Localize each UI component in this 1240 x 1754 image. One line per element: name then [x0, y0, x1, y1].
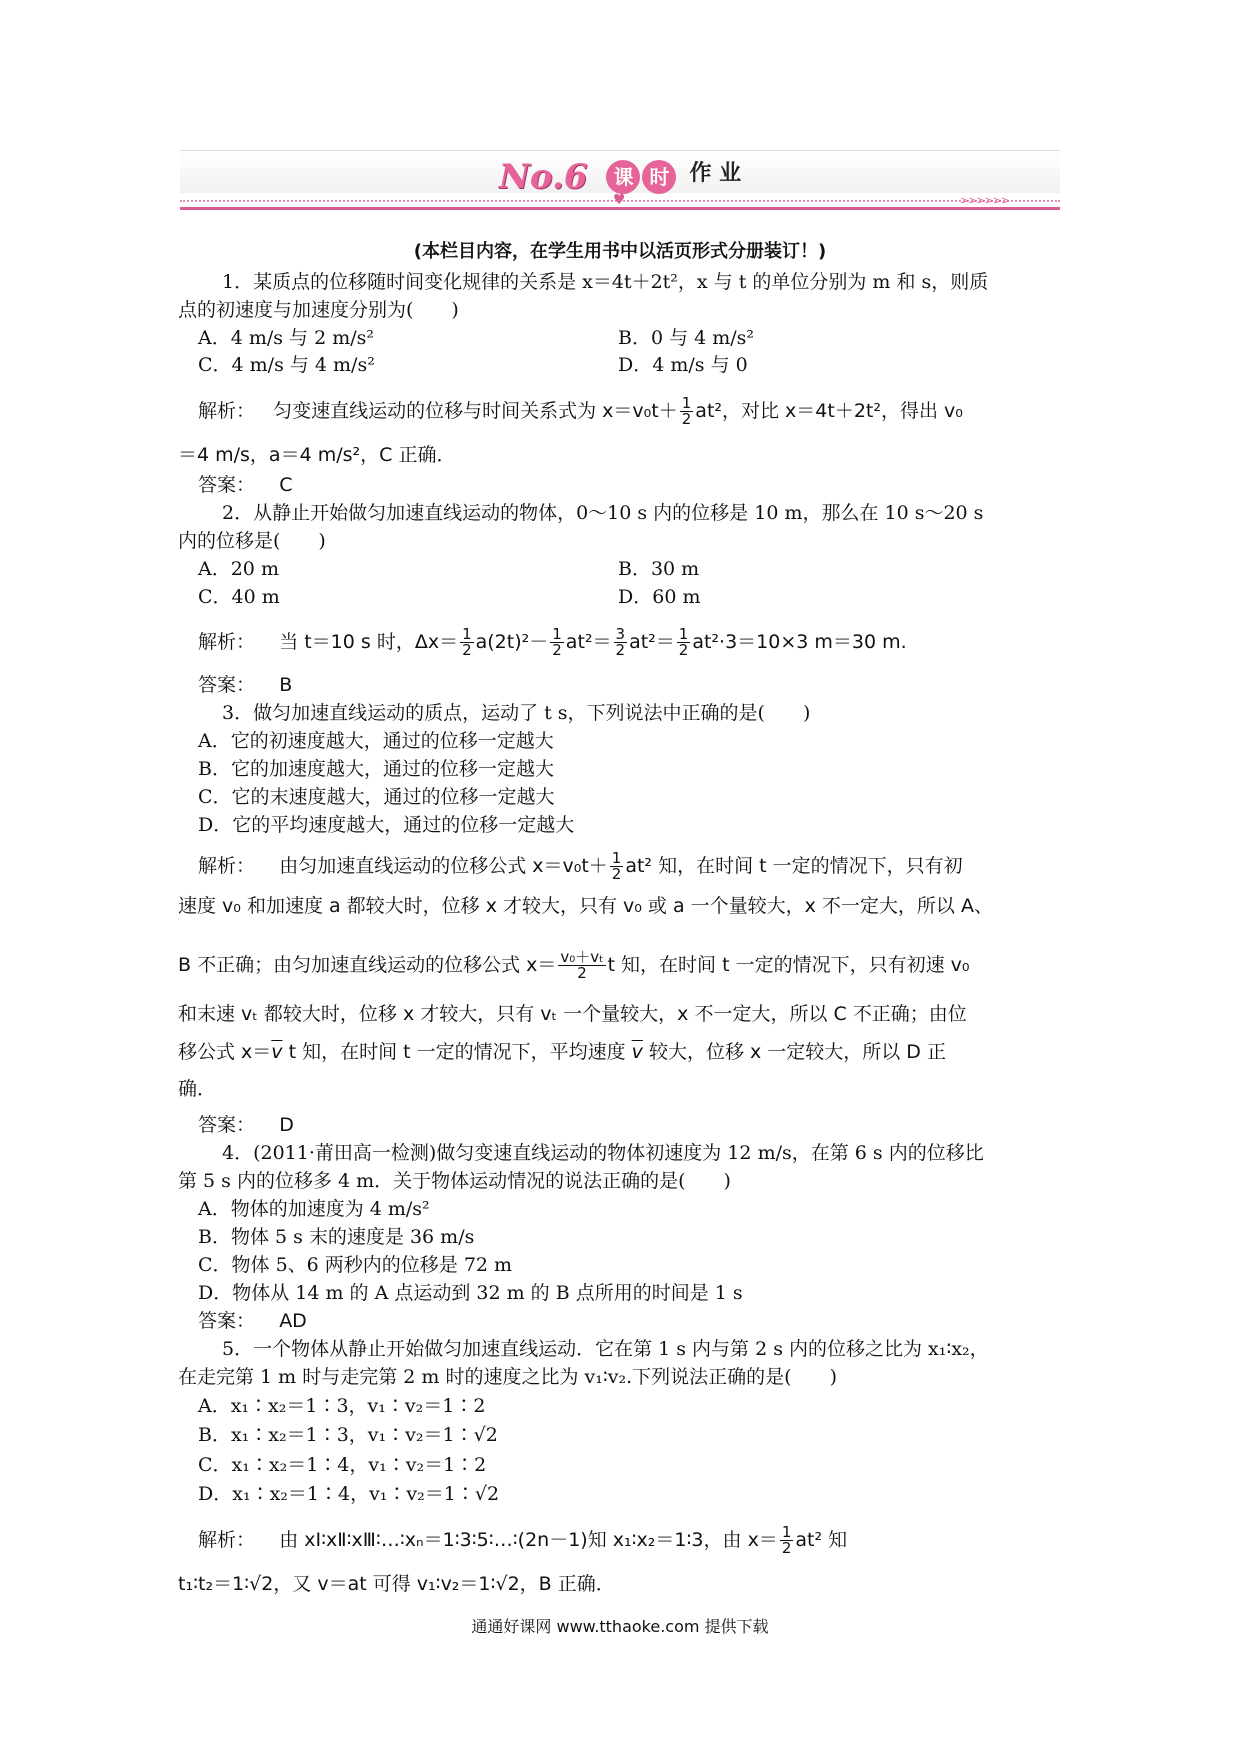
q4-option-d: D．物体从 14 m 的 A 点运动到 32 m 的 B 点所用的时间是 1 s: [198, 1282, 743, 1304]
q3-analysis-line5: [178, 1039, 946, 1065]
q3-analysis-5b: t 知，在时间 t 一定的情况下，平均速度: [282, 1041, 632, 1063]
q2-option-c: C．40 m: [198, 586, 280, 608]
q4-option-b: B．物体 5 s 末的速度是 36 m/s: [198, 1226, 475, 1248]
q5-option-b: B．x₁∶x₂＝1∶3，v₁∶v₂＝1∶√2: [198, 1424, 498, 1446]
q4-option-a: A．物体的加速度为 4 m/s²: [198, 1198, 430, 1220]
q5-analysis-line1: [198, 1525, 847, 1556]
fraction-numerator: 1: [552, 625, 562, 643]
q5-analysis-1b: at² 知: [795, 1529, 848, 1551]
q2-analysis-e: at²·3＝10×3 m＝30 m.: [692, 631, 907, 653]
q1-answer-value: C: [279, 474, 293, 496]
shi-badge: 时: [642, 160, 676, 194]
q3-analysis-3a: B 不正确；由匀加速直线运动的位移公式 x＝: [178, 954, 557, 976]
fraction-denominator: 2: [681, 410, 692, 428]
q2-option-b: B．30 m: [618, 558, 700, 580]
q3-option-a: A．它的初速度越大，通过的位移一定越大: [198, 730, 554, 752]
q1-analysis-label: 解析：: [198, 400, 256, 422]
q2-analysis-c: at²＝: [565, 631, 612, 653]
q5-option-d: D．x₁∶x₂＝1∶4，v₁∶v₂＝1∶√2: [198, 1483, 500, 1505]
q3-analysis-5a: 移公式 x＝: [178, 1041, 272, 1063]
q1-option-a: A．4 m/s 与 2 m/s²: [198, 327, 375, 349]
fraction-denominator: 2: [552, 641, 562, 659]
ke-badge: 课: [606, 160, 640, 194]
fraction-numerator: 1: [681, 394, 692, 412]
mean-velocity-symbol: $\overline{v}$: [631, 1041, 643, 1063]
q4-answer-value: AD: [279, 1310, 307, 1332]
q1-option-b: B．0 与 4 m/s²: [618, 327, 755, 349]
q3-analysis-line2: 速度 v₀ 和加速度 a 都较大时，位移 x 才较大，只有 v₀ 或 a 一个量较大，x 不一定大，所以 A、: [178, 895, 993, 917]
q3-answer-label: 答案：: [198, 1114, 256, 1136]
q1-option-c: C．4 m/s 与 4 m/s²: [198, 354, 375, 376]
q1-stem-line1: 1．某质点的位移随时间变化规律的关系是 x＝4t＋2t²，x 与 t 的单位分别为 m 和 s，则质: [222, 271, 989, 293]
q3-analysis-1a: 由匀加速直线运动的位移公式 x＝v₀t＋: [279, 855, 608, 877]
fraction-three-halves: [614, 627, 628, 658]
fraction-half: [460, 627, 474, 658]
q1-answer-label: 答案：: [198, 474, 256, 496]
q3-analysis-5c: 较大，位移 x 一定较大，所以 D 正: [642, 1041, 946, 1063]
fraction-half: [550, 627, 564, 658]
q1-analysis-text-a: 匀变速直线运动的位移与时间关系式为 x＝v₀t＋: [273, 400, 678, 422]
page-footer: 通通好课网 www.tthaoke.com 提供下载: [471, 1617, 769, 1636]
fraction-denominator: 2: [678, 641, 689, 659]
fraction-mean-velocity: [558, 950, 605, 981]
q3-analysis-label: 解析：: [198, 855, 256, 877]
q5-option-a: A．x₁∶x₂＝1∶3，v₁∶v₂＝1∶2: [198, 1395, 486, 1417]
q5-stem-line2: 在走完第 1 m 时与走完第 2 m 时的速度之比为 v₁∶v₂.下列说法正确的是( ): [178, 1366, 837, 1388]
lesson-number: No.6: [498, 157, 588, 197]
lesson-banner: [180, 150, 1060, 212]
fraction-half: [610, 851, 624, 882]
fraction-denominator: 2: [615, 641, 626, 659]
q1-answer: [198, 472, 292, 498]
q3-option-d: D．它的平均速度越大，通过的位移一定越大: [198, 814, 575, 836]
q3-analysis-1b: at² 知，在时间 t 一定的情况下，只有初: [625, 855, 963, 877]
q2-analysis: [198, 627, 907, 658]
q5-analysis-label: 解析：: [198, 1529, 256, 1551]
q3-analysis-line3: [178, 950, 969, 981]
q5-analysis-1a: 由 xⅠ∶xⅡ∶xⅢ∶…∶xₙ＝1∶3∶5∶…∶(2n－1)知 x₁∶x₂＝1∶3，由 x＝: [279, 1529, 778, 1551]
fraction-numerator: v₀＋vₜ: [560, 948, 604, 966]
q4-stem-line1: 4．(2011·莆田高一检测)做匀变速直线运动的物体初速度为 12 m/s，在第 6 s 内的位移比: [222, 1142, 984, 1164]
q4-answer: [198, 1308, 307, 1334]
q2-option-a: A．20 m: [198, 558, 279, 580]
fraction-numerator: 1: [678, 625, 689, 643]
fraction-denominator: 2: [611, 865, 622, 883]
banner-title: [180, 156, 1060, 197]
fraction-half: [680, 396, 694, 427]
heart-icon: ♥: [613, 192, 626, 208]
fraction-numerator: 1: [462, 625, 472, 643]
q2-answer-label: 答案：: [198, 674, 256, 696]
fraction-half: [780, 1525, 794, 1556]
q1-analysis-line2: ＝4 m/s，a＝4 m/s²，C 正确．: [178, 444, 456, 466]
q3-option-c: C．它的末速度越大，通过的位移一定越大: [198, 786, 555, 808]
fraction-denominator: 2: [577, 964, 587, 982]
arrows-icon: >>>>>>: [960, 194, 1010, 207]
q2-option-d: D．60 m: [618, 586, 701, 608]
q4-option-c: C．物体 5、6 两秒内的位移是 72 m: [198, 1254, 513, 1276]
q2-answer: [198, 672, 292, 698]
q1-option-d: D．4 m/s 与 0: [618, 354, 748, 376]
q3-option-b: B．它的加速度越大，通过的位移一定越大: [198, 758, 554, 780]
q3-answer: [198, 1112, 294, 1138]
q1-stem-line2: 点的初速度与加速度分别为( ): [178, 299, 459, 321]
zuoye-label: 作 业: [689, 161, 742, 186]
q2-analysis-label: 解析：: [198, 631, 256, 653]
mean-velocity-symbol: $\overline{v}$: [271, 1041, 283, 1063]
q2-analysis-a: 当 t＝10 s 时，Δx＝: [279, 631, 459, 653]
binding-note: (本栏目内容，在学生用书中以活页形式分册装订！): [413, 241, 827, 262]
fraction-numerator: 1: [611, 849, 622, 867]
q3-analysis-line1: [198, 851, 963, 882]
q4-answer-label: 答案：: [198, 1310, 256, 1332]
q2-stem-line2: 内的位移是( ): [178, 530, 326, 552]
q4-stem-line2: 第 5 s 内的位移多 4 m．关于物体运动情况的说法正确的是( ): [178, 1170, 731, 1192]
q2-answer-value: B: [279, 674, 293, 696]
q2-stem-line1: 2．从静止开始做匀加速直线运动的物体，0～10 s 内的位移是 10 m，那么在 10 s～20 s: [222, 502, 984, 524]
q3-analysis-line4: 和末速 vₜ 都较大时，位移 x 才较大，只有 vₜ 一个量较大，x 不一定大，所以 C 不正确；由位: [178, 1003, 967, 1025]
fraction-numerator: 3: [615, 625, 626, 643]
q5-stem-line1: 5．一个物体从静止开始做匀加速直线运动．它在第 1 s 内与第 2 s 内的位移之比为 x₁∶x₂，: [222, 1338, 989, 1360]
fraction-numerator: 1: [781, 1523, 792, 1541]
q3-stem: 3．做匀加速直线运动的质点，运动了 t s，下列说法中正确的是( ): [222, 702, 811, 724]
q5-analysis-line2: t₁∶t₂＝1∶√2，又 v＝at 可得 v₁∶v₂＝1∶√2，B 正确．: [178, 1573, 615, 1595]
q2-analysis-b: a(2t)²－: [475, 631, 549, 653]
q2-analysis-d: at²＝: [629, 631, 675, 653]
q3-analysis-3b: t 知，在时间 t 一定的情况下，只有初速 v₀: [607, 954, 970, 976]
fraction-half: [677, 627, 691, 658]
fraction-denominator: 2: [781, 1539, 792, 1557]
q1-analysis-text-b: at²，对比 x＝4t＋2t²，得出 v₀: [695, 400, 963, 422]
q5-option-c: C．x₁∶x₂＝1∶4，v₁∶v₂＝1∶2: [198, 1454, 487, 1476]
q1-analysis-line1: [198, 396, 963, 427]
q3-answer-value: D: [279, 1114, 294, 1136]
q3-analysis-line6: 确．: [178, 1078, 217, 1100]
fraction-denominator: 2: [462, 641, 472, 659]
